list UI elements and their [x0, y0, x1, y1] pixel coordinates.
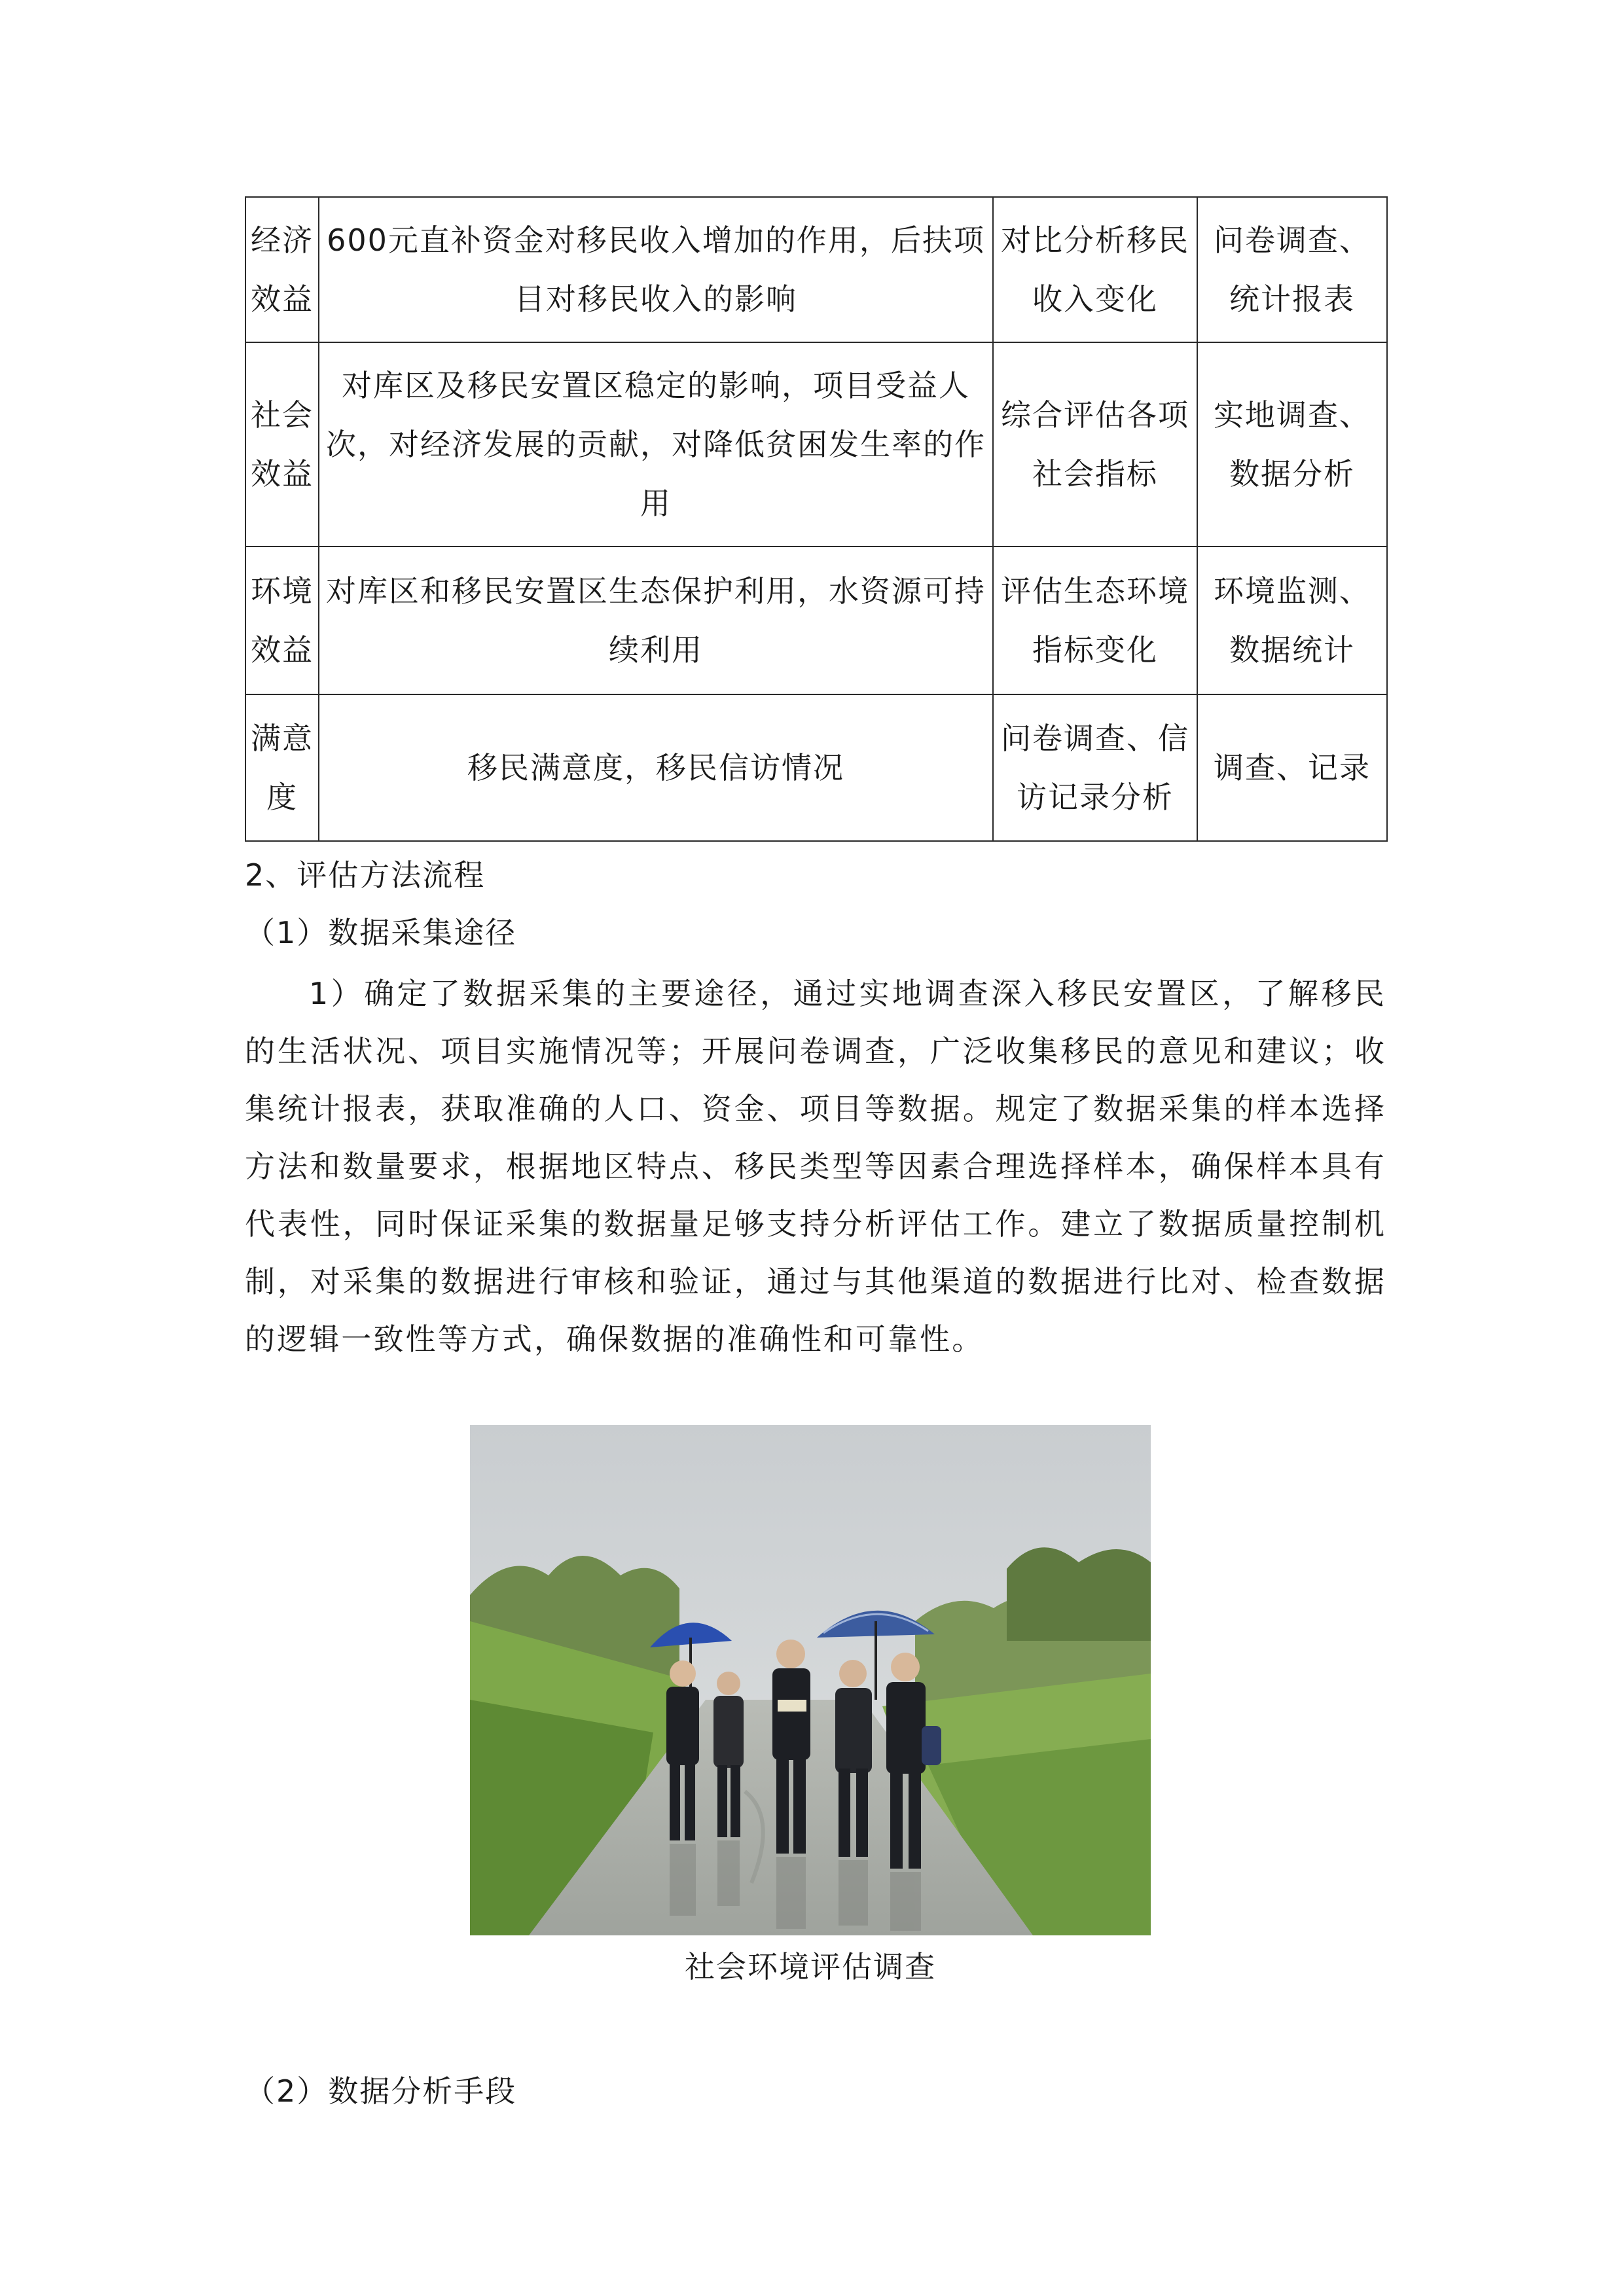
table-cell-method: 对比分析移民收入变化: [993, 197, 1197, 342]
table-cell-method: 问卷调查、信访记录分析: [993, 694, 1197, 841]
table-cell-category: 社会效益: [245, 342, 319, 547]
sub-heading-data-collection: （1）数据采集途径: [245, 915, 517, 950]
body-paragraph: 1）确定了数据采集的主要途径，通过实地调查深入移民安置区，了解移民的生活状况、项目实施情况等；开展问卷调查，广泛收集移民的意见和建议；收集统计报表，获取准确的人口、资金、项目等数据。规定了数据采集的样本选择方法和数量要求，根据地区特点、移民类型等因素合理选择样本，确保样本具有代表性，同时保证采集的数据量足够支持分析评估工作。建立了数据质量控制机制，对采集的数据进行审核和验证，通过与其他渠道的数据进行比对、检查数据的逻辑一致性等方式，确保数据的准确性和可靠性。: [245, 976, 1386, 1357]
table-cell-source: 问卷调查、统计报表: [1197, 197, 1387, 342]
table-cell-content: 600元直补资金对移民收入增加的作用，后扶项目对移民收入的影响: [319, 197, 993, 342]
evaluation-table: [245, 196, 1388, 842]
table-cell-category: 经济效益: [245, 197, 319, 342]
sub-heading-data-analysis: （2）数据分析手段: [245, 2073, 517, 2109]
table-row: [245, 197, 1387, 342]
table-row: [245, 342, 1387, 547]
table-cell-category: 满意度: [245, 694, 319, 841]
photo-caption: 社会环境评估调查: [685, 1949, 936, 1984]
table-cell-source: 实地调查、数据分析: [1197, 342, 1387, 547]
survey-photo: [470, 1425, 1151, 1935]
table-row: [245, 694, 1387, 841]
table-cell-source: 环境监测、数据统计: [1197, 547, 1387, 694]
table-cell-method: 综合评估各项社会指标: [993, 342, 1197, 547]
table-cell-content: 对库区及移民安置区稳定的影响，项目受益人次，对经济发展的贡献，对降低贫困发生率的作用: [319, 342, 993, 547]
table-cell-category: 环境效益: [245, 547, 319, 694]
table-cell-method: 评估生态环境指标变化: [993, 547, 1197, 694]
table-cell-source: 调查、记录: [1197, 694, 1387, 841]
table-cell-content: 对库区和移民安置区生态保护利用，水资源可持续利用: [319, 547, 993, 694]
table-row: [245, 547, 1387, 694]
table-cell-content: 移民满意度，移民信访情况: [319, 694, 993, 841]
section-heading: 2、评估方法流程: [245, 857, 486, 893]
